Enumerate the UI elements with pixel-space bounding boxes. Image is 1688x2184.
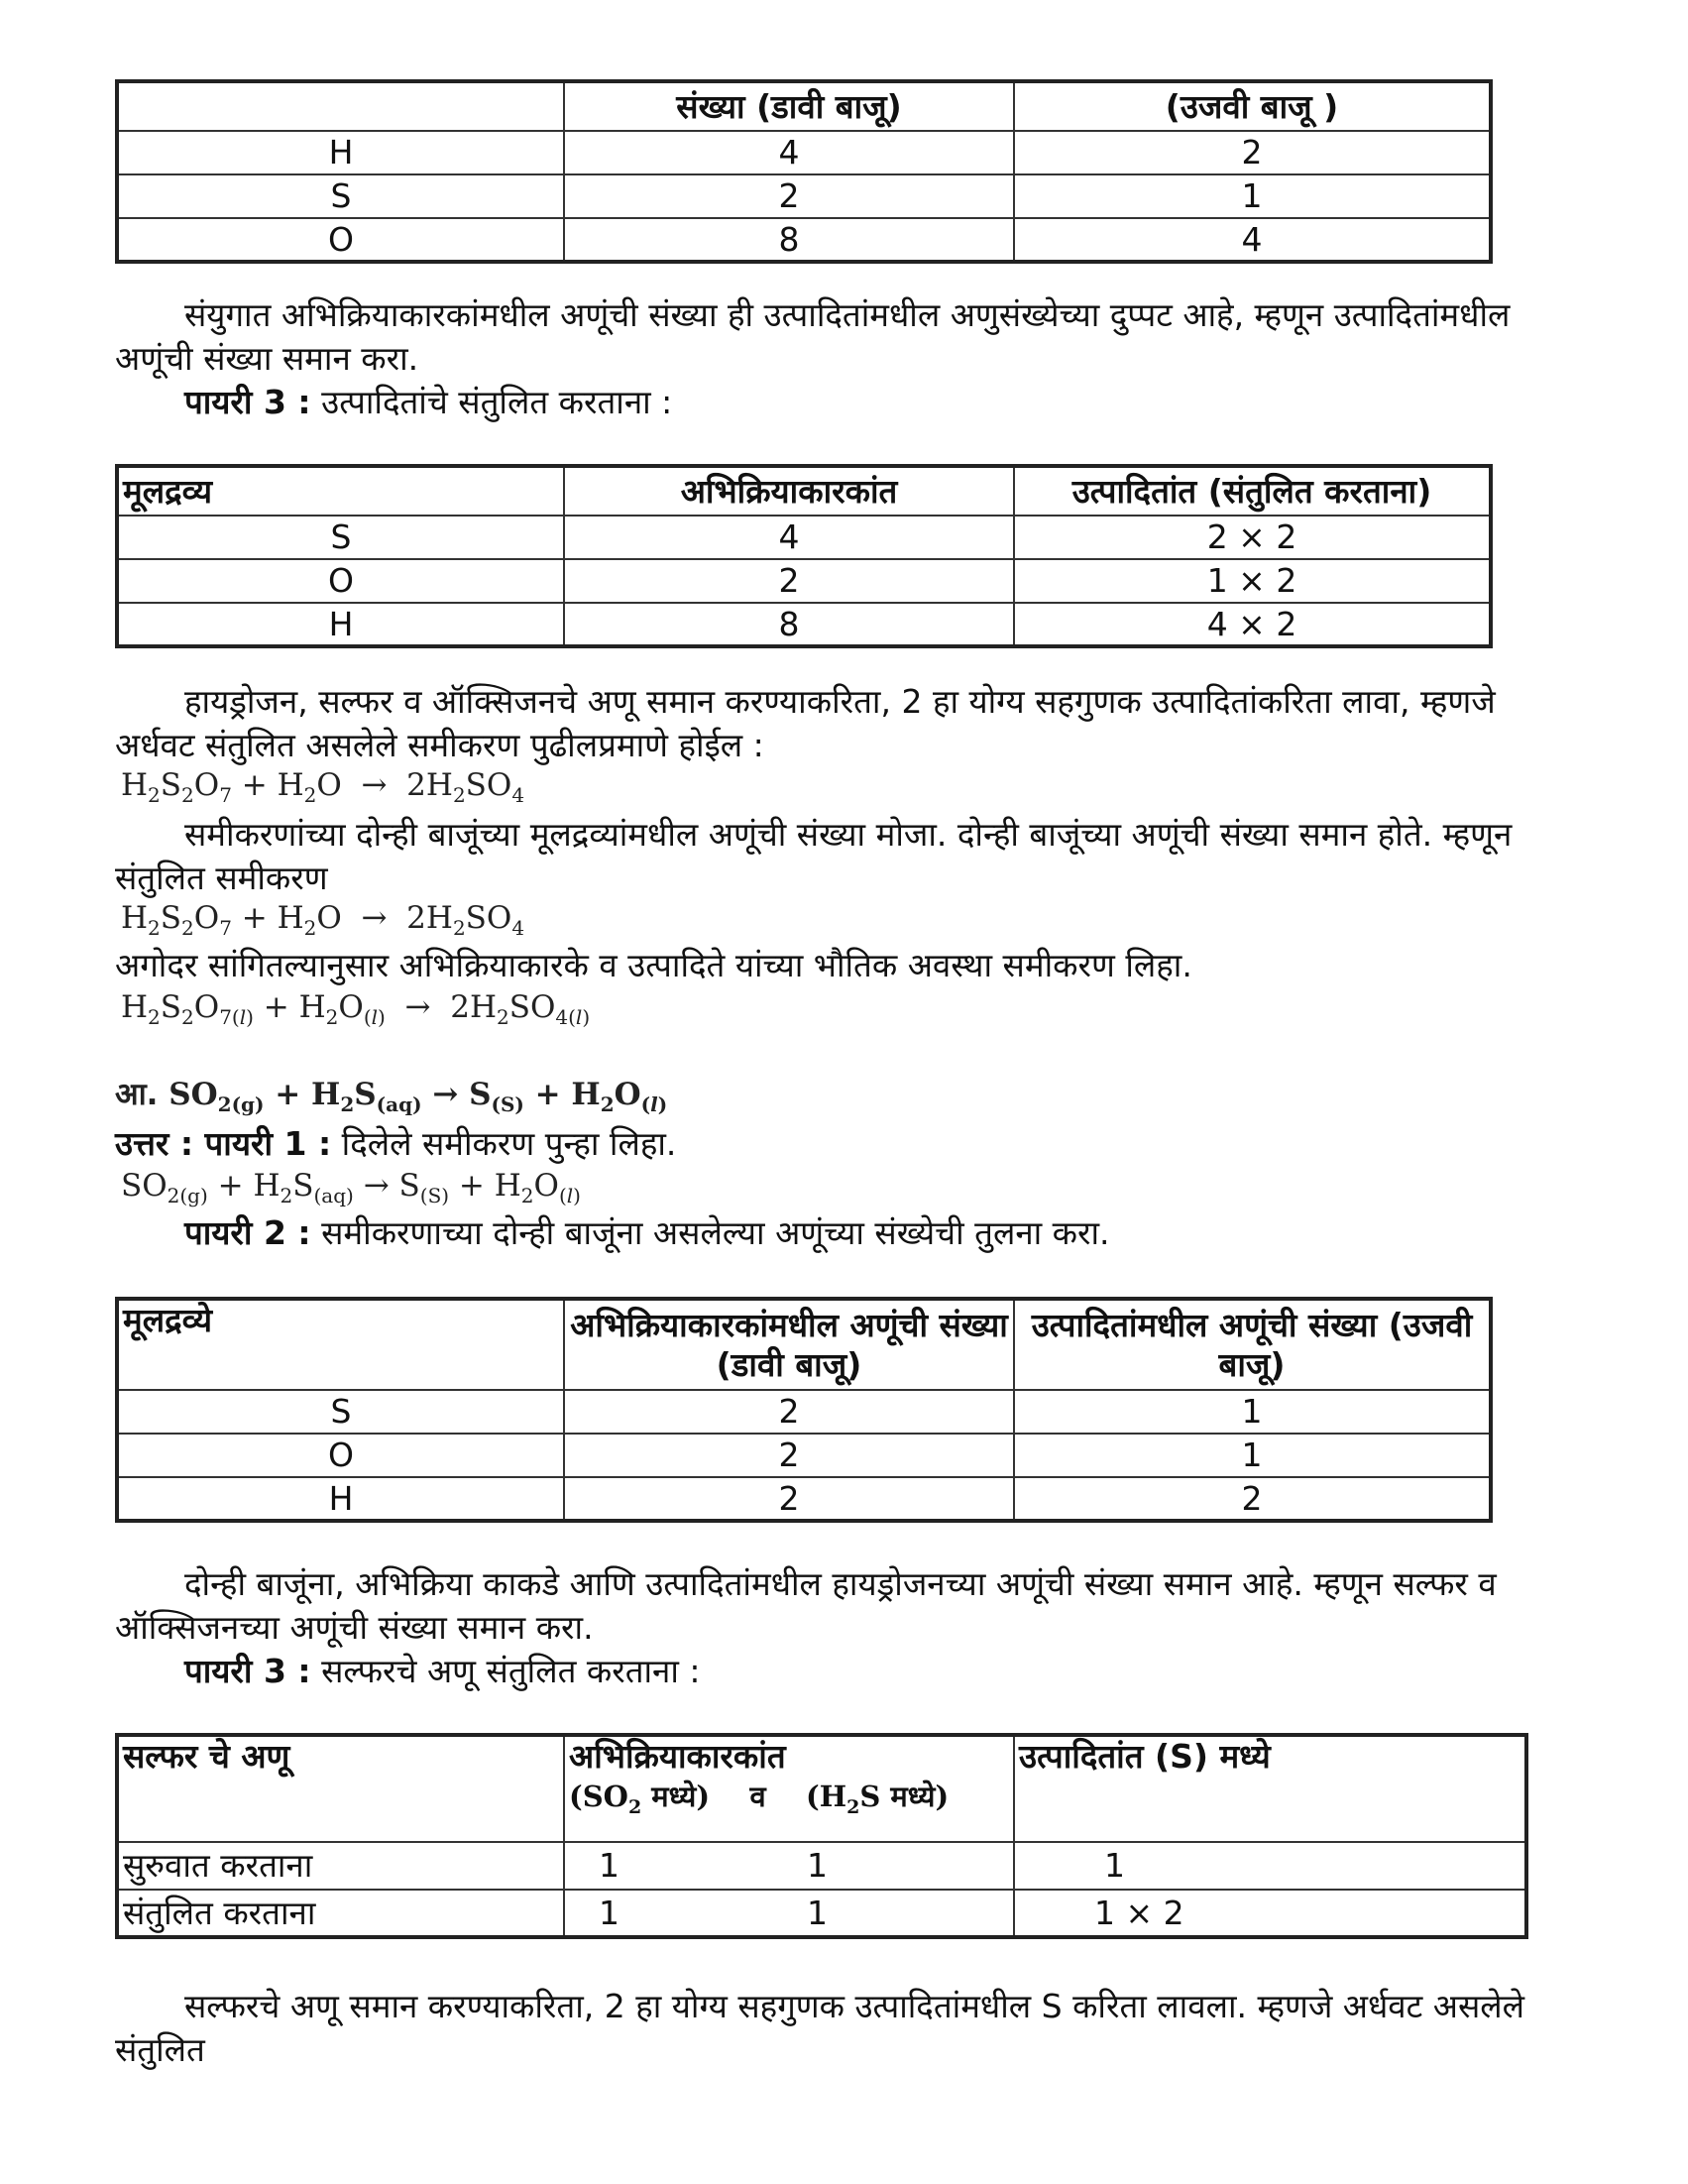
table-header-cell: अभिक्रियाकारकांत — [564, 466, 1014, 516]
table-header-cell: सल्फर चे अणू — [117, 1735, 564, 1842]
table-cell: O — [117, 559, 564, 603]
table-row — [117, 603, 1491, 646]
question-label: आ. — [115, 1077, 159, 1112]
table-cell: S — [117, 174, 564, 218]
table-cell — [564, 1842, 1014, 1890]
table-header-row — [117, 1299, 1491, 1390]
table-cell: 2 — [1014, 131, 1491, 174]
table-row — [117, 1890, 1526, 1937]
atom-count-table-3 — [115, 1297, 1493, 1523]
table-cell: 8 — [564, 603, 1014, 646]
table-cell: 4 × 2 — [1014, 603, 1491, 646]
table-cell: 1 — [1014, 1390, 1491, 1434]
and-label: व — [749, 1780, 766, 1813]
table-cell: 2 — [564, 174, 1014, 218]
table-cell: 1 — [1014, 174, 1491, 218]
step-3-heading — [184, 1650, 701, 1693]
table-cell: 1 — [1014, 1434, 1491, 1477]
table-cell: 1 × 2 — [1014, 1890, 1526, 1937]
h2s-count: 1 — [807, 1846, 828, 1885]
atom-count-table-1 — [115, 79, 1493, 264]
table-row — [117, 1477, 1491, 1521]
step-text: उत्पादितांचे संतुलित करताना : — [310, 383, 673, 421]
answer-step-1 — [115, 1122, 676, 1166]
table-row — [117, 559, 1491, 603]
step-label: पायरी 3 : — [184, 383, 311, 421]
table-cell: सुरुवात करताना — [117, 1842, 564, 1890]
table-cell: S — [117, 516, 564, 559]
table-header-cell: अभिक्रियाकारकांमधील अणूंची संख्या (डावी बाजू) — [564, 1299, 1014, 1390]
table-cell: 2 — [1014, 1477, 1491, 1521]
question-equation-aa: आ. $SO_{2(g)} + H_2S_{(aq)} \to S_{(S)} + H_2O_{(l)}$ — [115, 1077, 668, 1117]
table-cell: O — [117, 1434, 564, 1477]
in-label: मध्ये — [651, 1780, 697, 1813]
table-cell: 2 — [564, 1477, 1014, 1521]
table-row — [117, 1842, 1526, 1890]
table-row — [117, 1390, 1491, 1434]
table-row — [117, 131, 1491, 174]
table-header-cell — [564, 1735, 1014, 1842]
paragraph: दोन्ही बाजूंना, अभिक्रिया काकडे आणि उत्पादितांमधील हायड्रोजनच्या अणूंची संख्या समान आहे. म्हणून सल्फर व ऑक्सिजनच्या अणूंची संख्या समान करा. — [115, 1564, 1497, 1647]
so2-count: 1 — [599, 1893, 619, 1932]
table-cell: 4 — [564, 516, 1014, 559]
table-header-cell: उत्पादितांत (संतुलित करताना) — [1014, 466, 1491, 516]
paragraph: समीकरणांच्या दोन्ही बाजूंच्या मूलद्रव्यांमधील अणूंची संख्या मोजा. दोन्ही बाजूंच्या अणूंची संख्या समान होते. म्हणून संतुलित समीकरण — [115, 815, 1513, 897]
table-cell: 4 — [564, 131, 1014, 174]
step-3-heading — [184, 381, 672, 424]
table-header-cell — [117, 81, 564, 131]
answer-label: उत्तर : पायरी 1 : — [115, 1124, 332, 1163]
table-header-cell: उत्पादितांमधील अणूंची संख्या (उजवी बाजू) — [1014, 1299, 1491, 1390]
table-header-cell: मूलद्रव्य — [117, 466, 564, 516]
table-cell: 8 — [564, 218, 1014, 262]
answer-text: दिलेले समीकरण पुन्हा लिहा. — [331, 1124, 677, 1163]
table-header-cell: उत्पादितांत (S) मध्ये — [1014, 1735, 1526, 1842]
paragraph: हायड्रोजन, सल्फर व ऑक्सिजनचे अणू समान करण्याकरिता, 2 हा योग्य सहगुणक उत्पादितांकरिता लावा, म्हणजे अर्धवट संतुलित असलेले समीकरण पुढीलप्रमाणे होईल : — [115, 682, 1496, 764]
step-text: सल्फरचे अणू संतुलित करताना : — [310, 1652, 701, 1690]
step-label: पायरी 2 : — [184, 1213, 311, 1252]
table-cell: संतुलित करताना — [117, 1890, 564, 1937]
table-header-row — [117, 466, 1491, 516]
so2-count: 1 — [599, 1846, 619, 1885]
step-2-heading — [184, 1211, 1110, 1255]
table-cell: 1 — [1014, 1842, 1526, 1890]
table-cell: 2 — [564, 1434, 1014, 1477]
table-cell: 1 × 2 — [1014, 559, 1491, 603]
table-header-cell: मूलद्रव्ये — [117, 1299, 564, 1390]
step-label: पायरी 3 : — [184, 1652, 311, 1690]
reactants-subheader: ($SO_2$ मध्ये) व ($H_2S$ मध्ये) — [569, 1780, 950, 1818]
table-row — [117, 218, 1491, 262]
sulfur-balance-table — [115, 1733, 1528, 1939]
table-row — [117, 1434, 1491, 1477]
in-label: मध्ये — [890, 1780, 936, 1813]
reactants-header: अभिक्रियाकारकांत — [569, 1737, 786, 1776]
equation-balanced: $H_2S_2O_7 + H_2O \to 2H_2SO_4$ — [121, 900, 525, 941]
paragraph: सल्फरचे अणू समान करण्याकरिता, 2 हा योग्य सहगुणक उत्पादितांमधील S करिता लावला. म्हणजे अर्धवट असलेले संतुलित — [115, 1987, 1525, 2069]
table-cell: H — [117, 1477, 564, 1521]
equation-with-states: $H_2S_2O_{7(l)} + H_2O_{(l)} \to 2H_2SO_{4(l)}$ — [121, 989, 591, 1030]
table-header-row — [117, 81, 1491, 131]
table-row — [117, 174, 1491, 218]
paragraph: अगोदर सांगितल्यानुसार अभिक्रियाकारके व उत्पादिते यांच्या भौतिक अवस्था समीकरण लिहा. — [115, 946, 1192, 984]
table-cell: H — [117, 131, 564, 174]
step-text: समीकरणाच्या दोन्ही बाजूंना असलेल्या अणूंच्या संख्येची तुलना करा. — [310, 1213, 1110, 1252]
table-cell: S — [117, 1390, 564, 1434]
table-header-row — [117, 1735, 1526, 1842]
table-cell: 4 — [1014, 218, 1491, 262]
table-header-cell: संख्या (डावी बाजू) — [564, 81, 1014, 131]
table-cell: H — [117, 603, 564, 646]
table-cell: 2 — [564, 1390, 1014, 1434]
table-row — [117, 516, 1491, 559]
equation-partially-balanced: $H_2S_2O_7 + H_2O \to 2H_2SO_4$ — [121, 767, 525, 808]
table-cell: 2 × 2 — [1014, 516, 1491, 559]
balancing-table-2 — [115, 464, 1493, 648]
table-cell: 2 — [564, 559, 1014, 603]
table-cell — [564, 1890, 1014, 1937]
equation-rewritten: $SO_{2(g)} + H_2S_{(aq)} \to S_{(S)} + H_2O_{(l)}$ — [121, 1168, 581, 1208]
h2s-count: 1 — [807, 1893, 828, 1932]
table-header-cell: (उजवी बाजू ) — [1014, 81, 1491, 131]
table-cell: O — [117, 218, 564, 262]
paragraph: संयुगात अभिक्रियाकारकांमधील अणूंची संख्या ही उत्पादितांमधील अणुसंख्येच्या दुप्पट आहे, म्हणून उत्पादितांमधील अणूंची संख्या समान करा. — [115, 295, 1511, 378]
